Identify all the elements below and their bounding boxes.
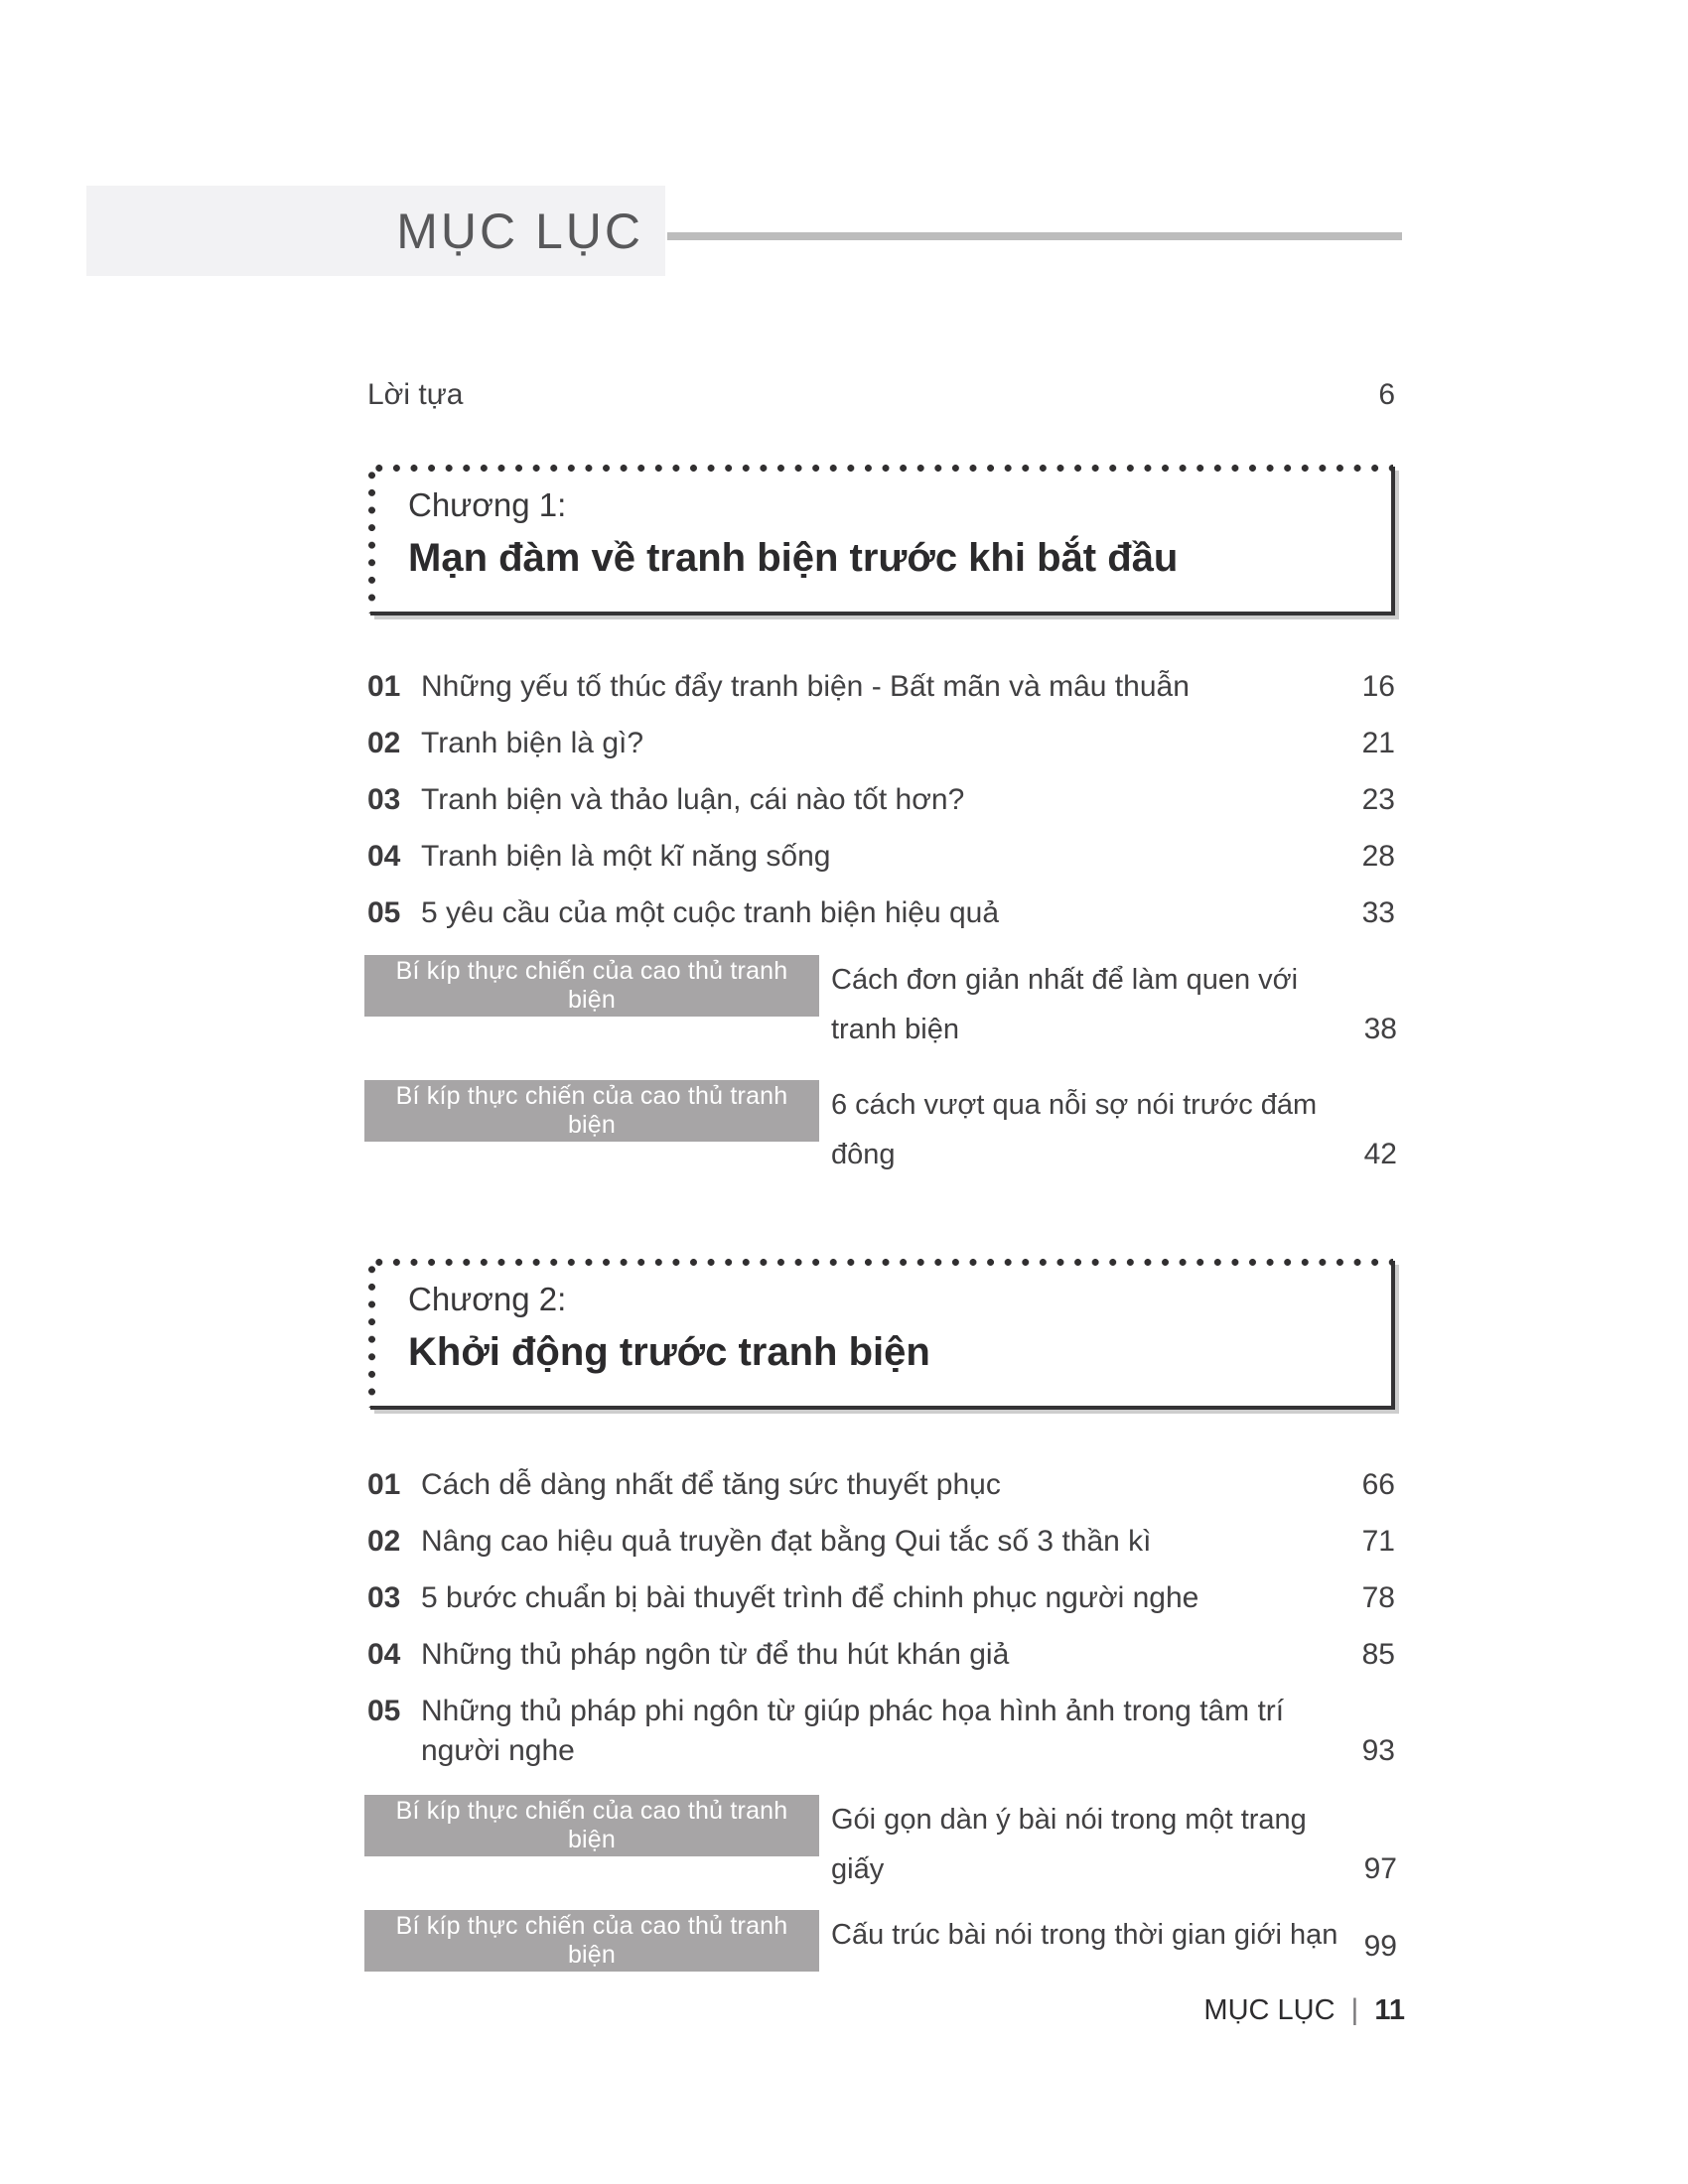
entry-title: Những thủ pháp phi ngôn từ giúp phác họa hình ảnh trong tâm trí người nghe [421, 1695, 1285, 1767]
entry-title: Tranh biện là một kĩ năng sống [421, 840, 831, 873]
entry-page-number: 16 [1361, 670, 1395, 703]
toc-entry [367, 667, 1395, 707]
entry-title: Những yếu tố thúc đẩy tranh biện - Bất mãn và mâu thuẫn [421, 670, 1190, 703]
entry-title: Nâng cao hiệu quả truyền đạt bằng Qui tắc số 3 thần kì [421, 1525, 1152, 1558]
tip-badge: Bí kíp thực chiến của cao thủ tranh biện [364, 1910, 819, 1972]
entry-page-number: 33 [1361, 896, 1395, 929]
chapter-1-title: Mạn đàm về tranh biện trước khi bắt đầu [408, 536, 1179, 580]
entry-title: Những thủ pháp ngôn từ để thu hút khán giả [421, 1638, 1010, 1671]
entry-number: 03 [367, 1581, 401, 1614]
toc-entry [367, 724, 1395, 763]
dotted-border-top [370, 464, 1393, 473]
entry-title: 5 yêu cầu của một cuộc tranh biện hiệu quả [421, 896, 1000, 929]
entry-page-number: 66 [1361, 1468, 1395, 1501]
tip-entry [364, 1910, 1397, 1972]
chapter-1-tip-list [364, 955, 1397, 1205]
entry-number: 02 [367, 727, 401, 759]
dotted-border-top [370, 1258, 1393, 1267]
entry-number: 01 [367, 670, 401, 703]
chapter-2-kicker: Chương 2: [408, 1281, 567, 1317]
tip-title: Cấu trúc bài nói trong thời gian giới hạn [831, 1919, 1338, 1951]
header-band [86, 186, 665, 276]
entry-page-number: 71 [1361, 1525, 1395, 1558]
entry-number: 04 [367, 1638, 401, 1671]
entry-page-number: 28 [1361, 840, 1395, 873]
toc-entry [367, 893, 1395, 933]
entry-page-number: 23 [1361, 783, 1395, 816]
toc-entry [367, 1465, 1395, 1505]
tip-page-number: 99 [1363, 1930, 1397, 1963]
footer-page-number: 11 [1374, 1993, 1405, 2026]
tip-entry [364, 955, 1397, 1054]
toc-entry [367, 1692, 1395, 1771]
entry-title: 5 bước chuẩn bị bài thuyết trình để chinh phục người nghe [421, 1581, 1199, 1614]
entry-number: 02 [367, 1525, 401, 1558]
entry-page-number: 93 [1361, 1734, 1395, 1767]
toc-entry [367, 1635, 1395, 1675]
entry-page-number: 85 [1361, 1638, 1395, 1671]
tip-page-number: 97 [1363, 1852, 1397, 1885]
tip-page-number: 38 [1363, 1013, 1397, 1045]
dotted-border-left [367, 1261, 376, 1408]
toc-entry [367, 1578, 1395, 1618]
chapter-1-kicker: Chương 1: [408, 486, 567, 523]
entry-page-number: 78 [1361, 1581, 1395, 1614]
preface-page-number: 6 [1378, 378, 1395, 411]
toc-entry [367, 837, 1395, 877]
entry-page-number: 21 [1361, 727, 1395, 759]
tip-badge: Bí kíp thực chiến của cao thủ tranh biện [364, 1795, 819, 1856]
tip-entry [364, 1080, 1397, 1179]
tip-title: 6 cách vượt qua nỗi sợ nói trước đám đông [831, 1089, 1318, 1170]
entry-number: 01 [367, 1468, 401, 1501]
footer-section-label: MỤC LỤC [1203, 1993, 1336, 2026]
chapter-2-heading-box [370, 1261, 1395, 1410]
preface-label: Lời tựa [367, 378, 464, 411]
footer-separator: | [1350, 1993, 1359, 2026]
dotted-border-left [367, 467, 376, 614]
header-rule [667, 232, 1402, 240]
tip-badge: Bí kíp thực chiến của cao thủ tranh biện [364, 955, 819, 1017]
chapter-2-title: Khởi động trước tranh biện [408, 1330, 930, 1374]
chapter-2-tip-list [364, 1795, 1397, 1987]
entry-number: 04 [367, 840, 401, 873]
tip-badge: Bí kíp thực chiến của cao thủ tranh biện [364, 1080, 819, 1142]
chapter-1-item-list [367, 667, 1395, 950]
toc-entry [367, 780, 1395, 820]
toc-preface-row [367, 375, 1395, 415]
entry-title: Tranh biện là gì? [421, 727, 644, 759]
entry-number: 05 [367, 1695, 401, 1727]
chapter-2-item-list [367, 1465, 1395, 1788]
tip-title: Cách đơn giản nhất để làm quen với tranh biện [831, 964, 1299, 1045]
page-title: MỤC LỤC [396, 203, 643, 259]
tip-title: Gói gọn dàn ý bài nói trong một trang giấy [831, 1804, 1307, 1885]
entry-number: 03 [367, 783, 401, 816]
entry-title: Cách dễ dàng nhất để tăng sức thuyết phục [421, 1468, 1001, 1501]
toc-entry [367, 1522, 1395, 1562]
tip-page-number: 42 [1363, 1138, 1397, 1170]
tip-entry [364, 1795, 1397, 1894]
entry-title: Tranh biện và thảo luận, cái nào tốt hơn? [421, 783, 965, 816]
entry-number: 05 [367, 896, 401, 929]
chapter-1-heading-box [370, 467, 1395, 615]
page-footer [367, 1993, 1405, 2027]
